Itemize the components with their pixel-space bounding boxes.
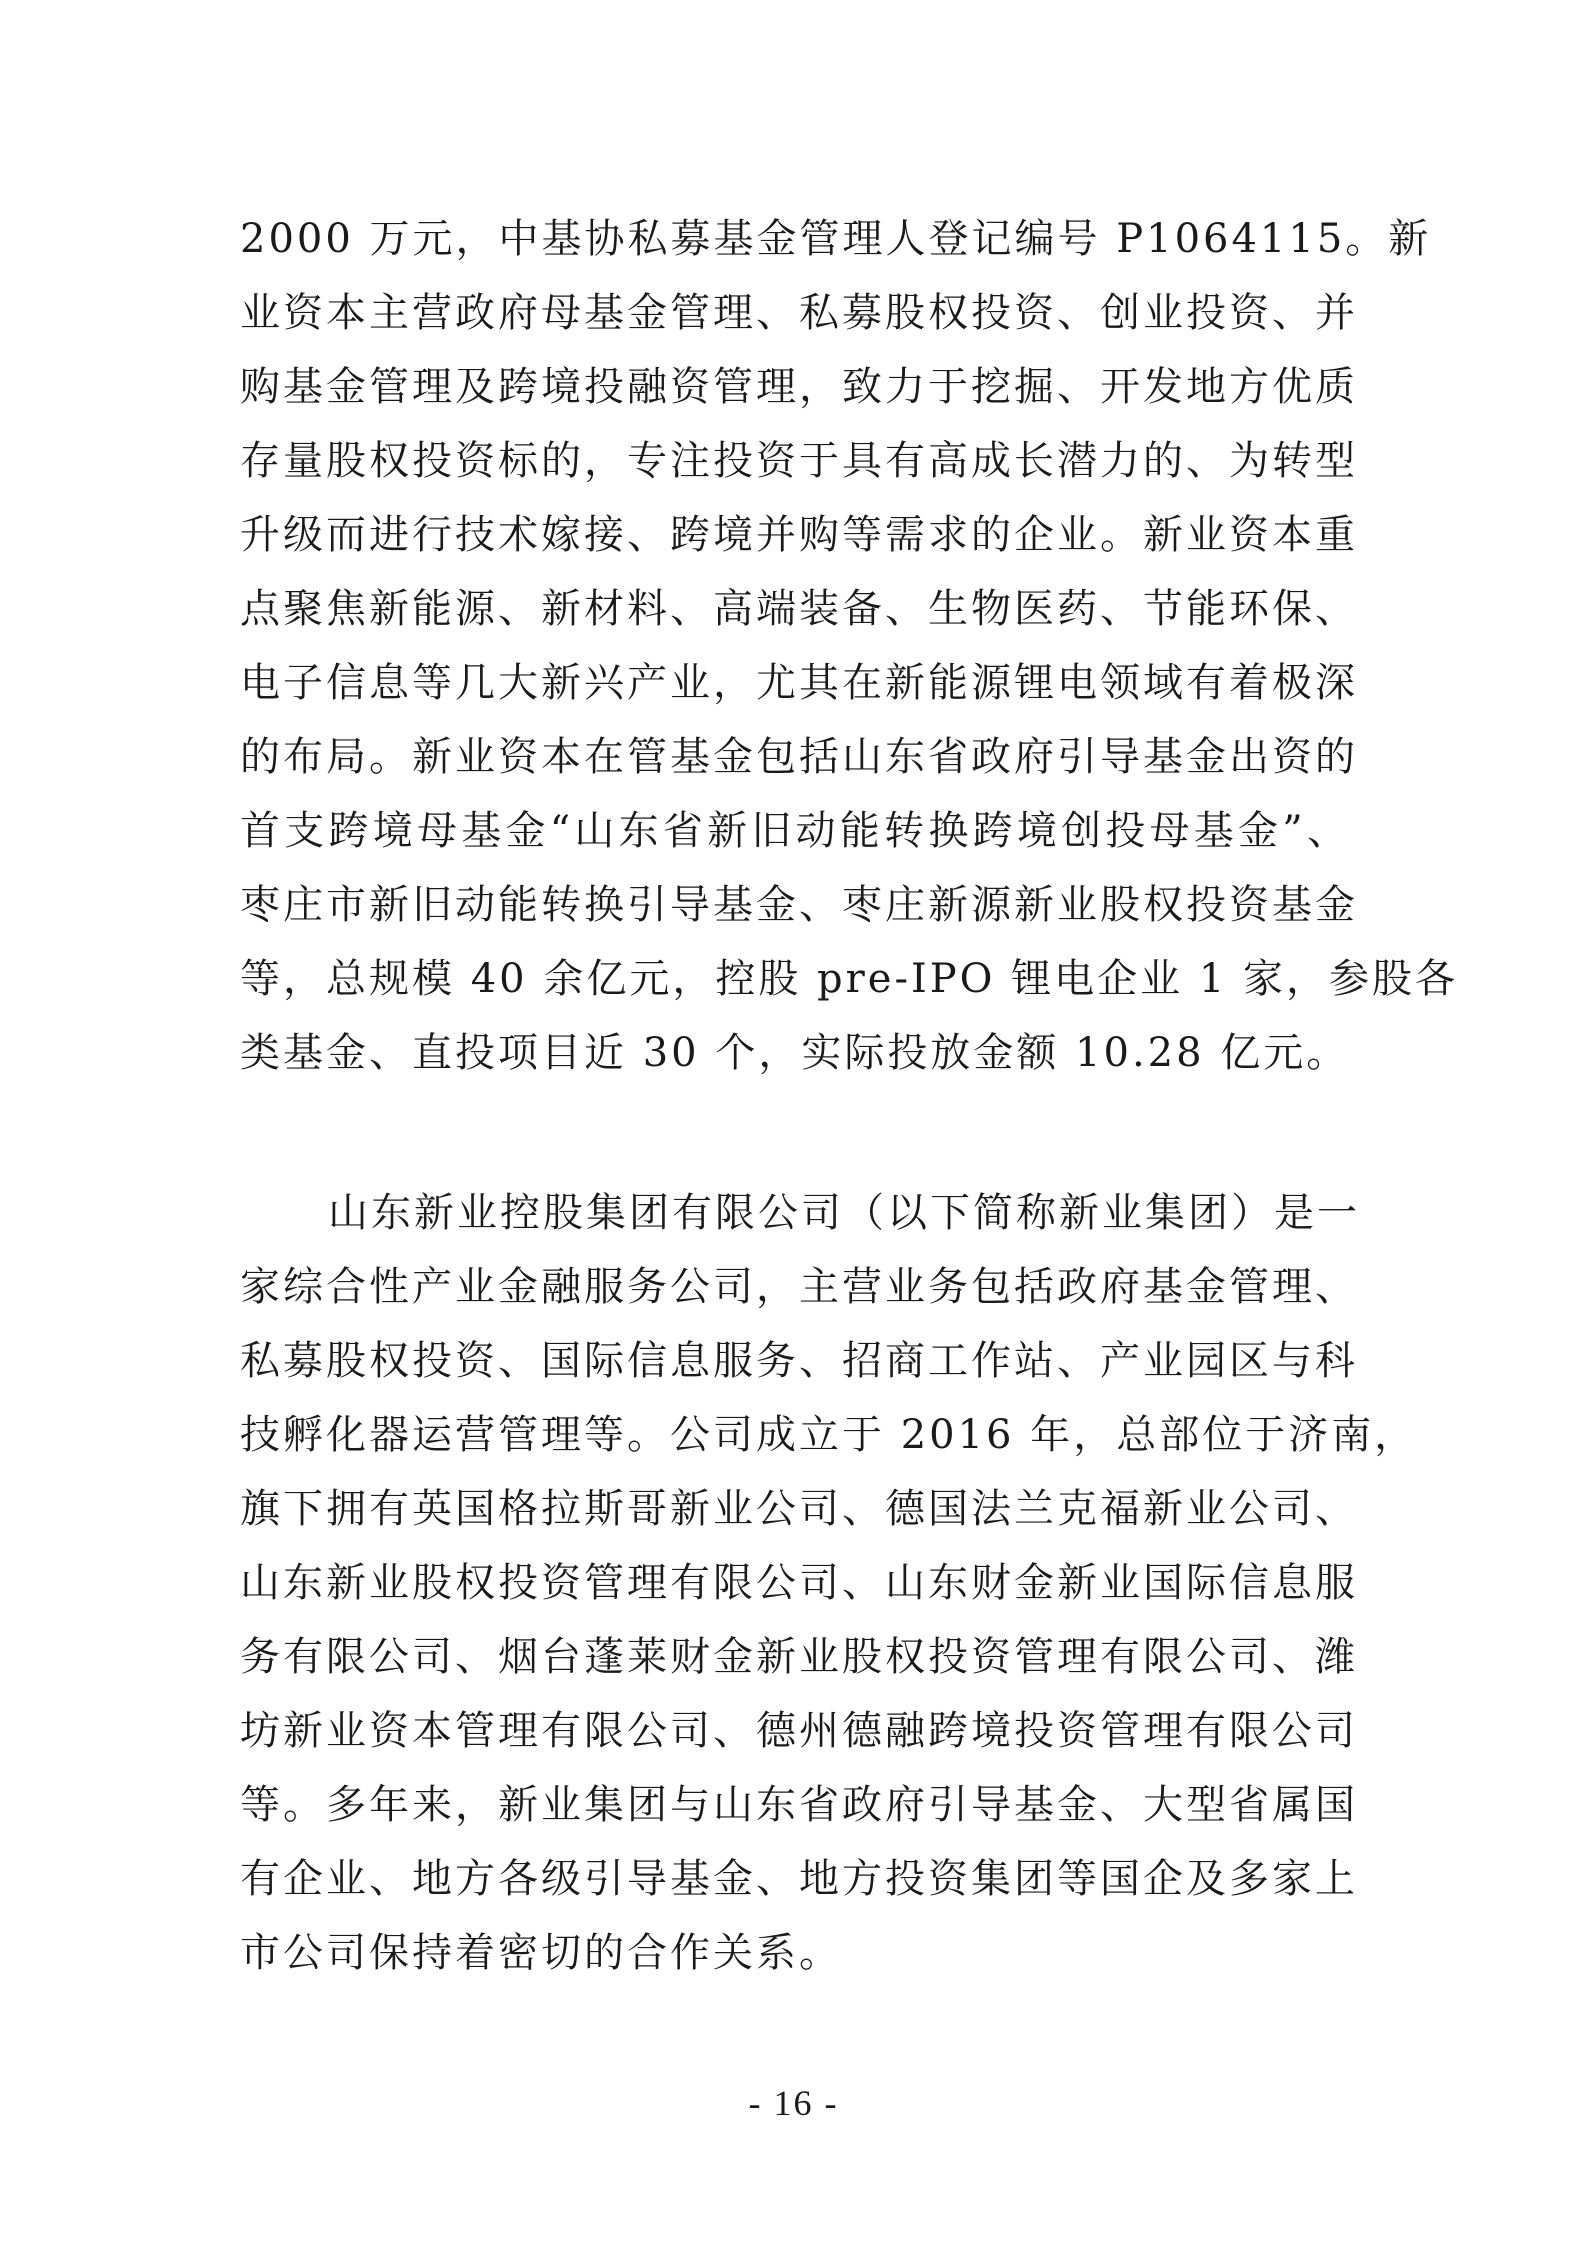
paragraph-line: 业资本主营政府母基金管理、私募股权投资、创业投资、并 [240,290,1358,336]
paragraph-line: 有企业、地方各级引导基金、地方投资集团等国企及多家上 [240,1856,1358,1902]
paragraph-line: 等。多年来，新业集团与山东省政府引导基金、大型省属国 [240,1782,1358,1828]
paragraph-line: 山东新业控股集团有限公司（以下简称新业集团）是一 [328,1190,1360,1236]
paragraph-line: 务有限公司、烟台蓬莱财金新业股权投资管理有限公司、潍 [240,1634,1358,1680]
paragraph-xinye-capital [240,202,1459,1090]
page-number: - 16 - [748,2083,839,2123]
paragraph-line: 类基金、直投项目近 30 个，实际投放金额 10.28 亿元。 [240,1030,1350,1076]
paragraph-line: 旗下拥有英国格拉斯哥新业公司、德国法兰克福新业公司、 [240,1486,1358,1532]
paragraph-line: 市公司保持着密切的合作关系。 [240,1930,842,1976]
paragraph-xinye-group [240,1176,1418,1990]
paragraph-line: 升级而进行技术嫁接、跨境并购等需求的企业。新业资本重 [240,512,1358,558]
paragraph-line: 购基金管理及跨境投融资管理，致力于挖掘、开发地方优质 [240,364,1358,410]
paragraph-line: 电子信息等几大新兴产业，尤其在新能源锂电领域有着极深 [240,660,1358,706]
paragraph-line: 2000 万元，中基协私募基金管理人登记编号 P1064115。新 [240,216,1432,262]
paragraph-line: 技孵化器运营管理等。公司成立于 2016 年，总部位于济南， [240,1412,1418,1458]
paragraph-line: 首支跨境母基金“山东省新旧动能转换跨境创投母基金”、 [240,808,1350,854]
paragraph-line: 的布局。新业资本在管基金包括山东省政府引导基金出资的 [240,734,1358,780]
paragraph-line: 枣庄市新旧动能转换引导基金、枣庄新源新业股权投资基金 [240,882,1358,928]
paragraph-line: 等，总规模 40 余亿元，控股 pre-IPO 锂电企业 1 家，参股各 [240,956,1459,1002]
paragraph-line: 山东新业股权投资管理有限公司、山东财金新业国际信息服 [240,1560,1358,1606]
paragraph-line: 家综合性产业金融服务公司，主营业务包括政府基金管理、 [240,1264,1358,1310]
paragraph-line: 存量股权投资标的，专注投资于具有高成长潜力的、为转型 [240,438,1358,484]
paragraph-line: 坊新业资本管理有限公司、德州德融跨境投资管理有限公司 [240,1708,1358,1754]
paragraph-line: 点聚焦新能源、新材料、高端装备、生物医药、节能环保、 [240,586,1358,632]
paragraph-line: 私募股权投资、国际信息服务、招商工作站、产业园区与科 [240,1338,1358,1384]
